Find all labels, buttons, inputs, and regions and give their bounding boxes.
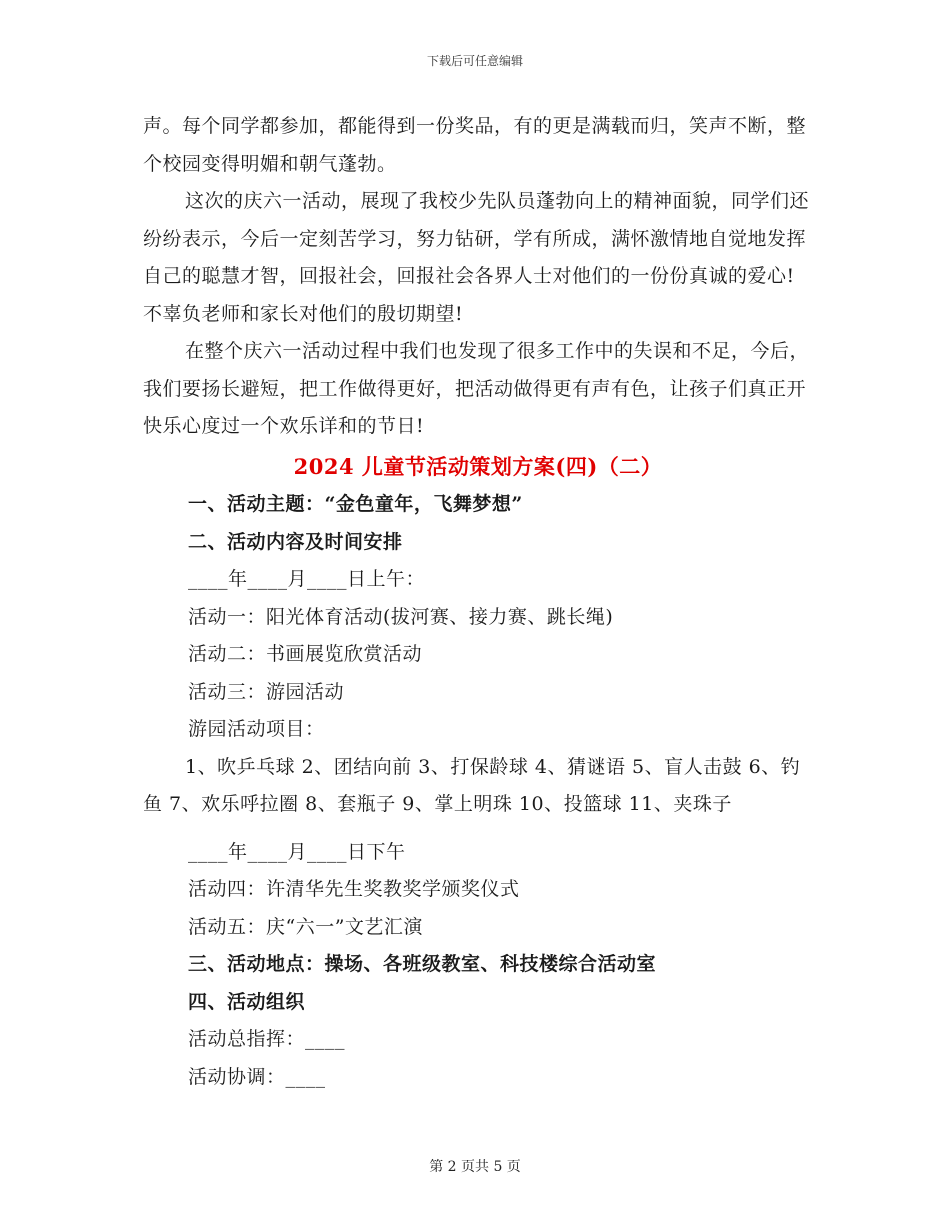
paragraph-continuation: 声。每个同学都参加，都能得到一份奖品，有的更是满载而归，笑声不断，整个校园变得明媚和朝气蓬勃。 (143, 115, 807, 175)
date-morning: ____年____月____日上午： (188, 568, 426, 590)
activity-two: 活动二：书画展览欣赏活动 (188, 643, 423, 665)
org-commander: 活动总指挥：____ (188, 1028, 346, 1050)
section-location: 三、活动地点：操场、各班级教室、科技楼综合活动室 (188, 953, 657, 975)
activity-one: 活动一：阳光体育活动(拔河赛、接力赛、跳长绳) (188, 605, 614, 628)
org-coordinator: 活动协调：____ (188, 1065, 326, 1088)
page-header: 下载后可任意编辑 (426, 54, 523, 68)
garden-items-list: 1、吹乒乓球 2、团结向前 3、打保龄球 4、猜谜语 5、盲人击鼓 6、钓鱼 7、欢乐呼拉圈 8、套瓶子 9、掌上明珠 10、投篮球 11、夹珠子 (143, 755, 801, 815)
page-footer: 第 2 页共 5 页 (429, 1159, 521, 1175)
document-body (143, 108, 813, 1096)
paragraph-summary: 这次的庆六一活动，展现了我校少先队员蓬勃向上的精神面貌，同学们还纷纷表示，今后一定刻苦学习，努力钻研，学有所成，满怀激情地自觉地发挥自己的聪慧才智，回报社会，回报社会各界人士对他们的一份份真诚的爱心!不辜负老师和家长对他们的殷切期望! (143, 190, 810, 325)
activity-four: 活动四：许清华先生奖教奖学颁奖仪式 (188, 878, 520, 900)
date-afternoon: ____年____月____日下午 (188, 840, 406, 863)
paragraph-reflection: 在整个庆六一活动过程中我们也发现了很多工作中的失误和不足，今后，我们要扬长避短，把工作做得更好，把活动做得更有声有色，让孩子们真正开快乐心度过一个欢乐详和的节日! (143, 340, 810, 437)
section-schedule: 二、活动内容及时间安排 (188, 530, 403, 553)
section-theme: 一、活动主题：“金色童年，飞舞梦想” (188, 493, 523, 515)
section-organization: 四、活动组织 (188, 990, 306, 1013)
activity-three: 活动三：游园活动 (188, 680, 345, 703)
garden-items-heading: 游园活动项目： (188, 718, 325, 740)
activity-five: 活动五：庆“六一”文艺汇演 (188, 915, 423, 938)
document-title: 2024 儿童节活动策划方案(四)（二） (293, 453, 663, 479)
